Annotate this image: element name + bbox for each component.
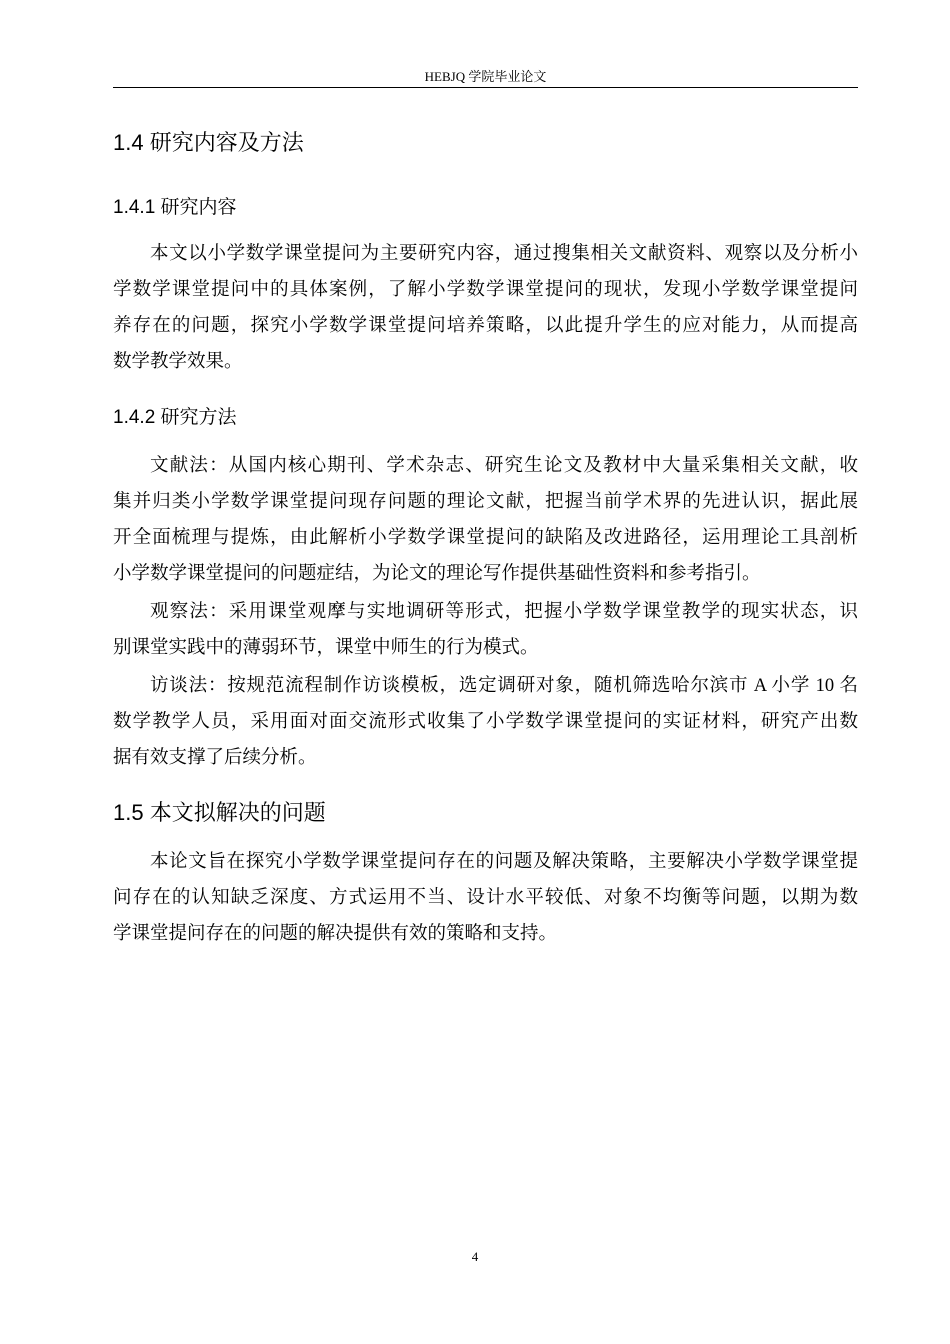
paragraph-line: 问存在的认知缺乏深度、方式运用不当、设计水平较低、对象不均衡等问题，以期为数 [113,888,858,908]
paragraph-line: 学数学课堂提问中的具体案例，了解小学数学课堂提问的现状，发现小学数学课堂提问 [113,280,858,300]
page-number: 4 [471,1249,479,1264]
paragraph-line: 据有效支撑了后续分析。 [113,748,317,768]
subsection-heading-1-4-2: 1.4.2 研究方法 [113,407,237,428]
paragraph-line: 本文以小学数学课堂提问为主要研究内容，通过搜集相关文献资料、观察以及分析小 [150,244,858,264]
paragraph-line: 小学数学课堂提问的问题症结，为论文的理论写作提供基础性资料和参考指引。 [113,564,761,584]
section-heading-1-5: 1.5 本文拟解决的问题 [113,800,326,825]
paragraph-line: 文献法：从国内核心期刊、学术杂志、研究生论文及教材中大量采集相关文献，收 [150,456,858,476]
paragraph-line: 观察法：采用课堂观摩与实地调研等形式，把握小学数学课堂教学的现实状态，识 [150,602,858,622]
paragraph-line: 学课堂提问存在的问题的解决提供有效的策略和支持。 [113,924,558,944]
paragraph-line: 集并归类小学数学课堂提问现存问题的理论文献，把握当前学术界的先进认识，据此展 [113,492,858,512]
paragraph-line: 数学教学人员，采用面对面交流形式收集了小学数学课堂提问的实证材料，研究产出数 [113,712,858,732]
paragraph-line: 养存在的问题，探究小学数学课堂提问培养策略，以此提升学生的应对能力，从而提高 [113,316,858,336]
paragraph-line: 本论文旨在探究小学数学课堂提问存在的问题及解决策略，主要解决小学数学课堂提 [150,852,858,872]
paragraph-line: 访谈法：按规范流程制作访谈模板，选定调研对象，随机筛选哈尔滨市 A 小学 10 名 [150,676,858,696]
paragraph-line: 数学教学效果。 [113,352,243,372]
header-divider [113,87,858,88]
paragraph-line: 别课堂实践中的薄弱环节，课堂中师生的行为模式。 [113,638,539,658]
paragraph-line: 开全面梳理与提炼，由此解析小学数学课堂提问的缺陷及改进路径，运用理论工具剖析 [113,528,858,548]
running-header: HEBJQ 学院毕业论文 [424,69,547,84]
subsection-heading-1-4-1: 1.4.1 研究内容 [113,197,237,218]
section-heading-1-4: 1.4 研究内容及方法 [113,130,304,155]
